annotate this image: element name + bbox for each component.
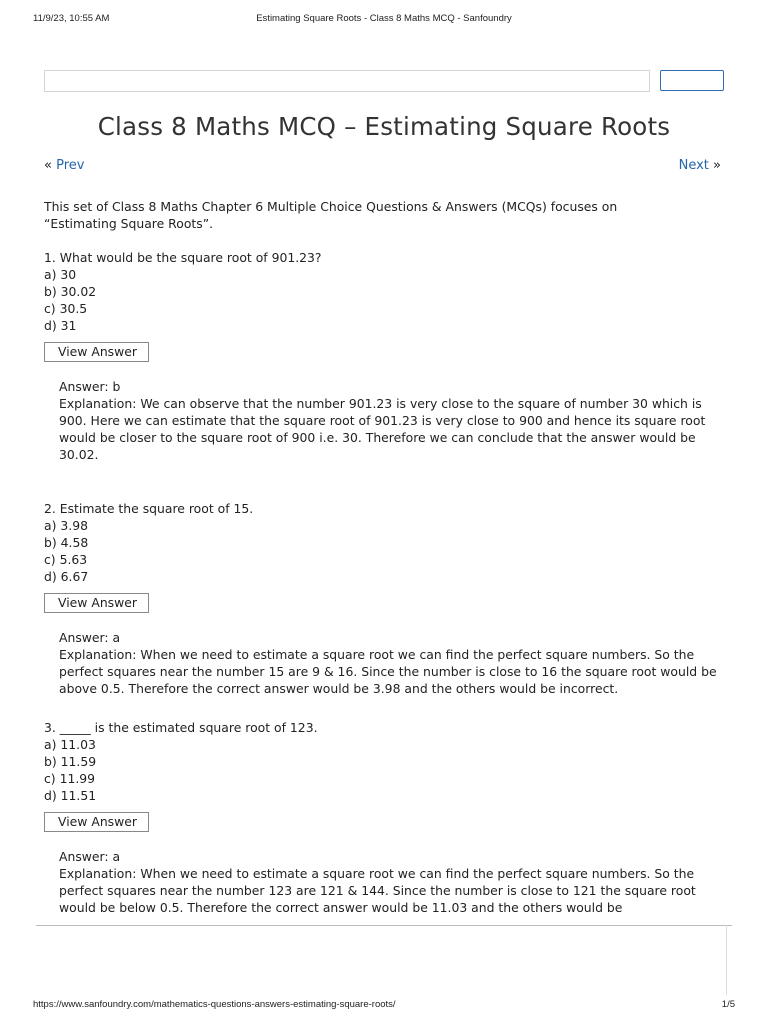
- options-list: [44, 266, 730, 334]
- print-datetime: 11/9/23, 10:55 AM: [33, 13, 110, 24]
- option-a: a) 11.03: [44, 737, 96, 752]
- answer-block: [59, 378, 719, 463]
- next-link[interactable]: [679, 158, 721, 173]
- page-cutoff-overlay: [0, 922, 768, 1002]
- next-label: Next: [678, 158, 709, 173]
- divider: [36, 925, 732, 926]
- print-url: https://www.sanfoundry.com/mathematics-questions-answers-estimating-square-roots/: [33, 999, 396, 1010]
- question-text: 2. Estimate the square root of 15.: [44, 501, 254, 516]
- article-content: [44, 198, 730, 916]
- answer-block: [59, 848, 719, 916]
- option-d: d) 31: [44, 318, 77, 333]
- prev-label: Prev: [56, 158, 85, 173]
- divider: [726, 925, 727, 995]
- intro-line: “Estimating Square Roots”.: [44, 216, 214, 231]
- explanation-text: Explanation: When we need to estimate a square root we can find the perfect square numbers. So the perfect squares near the number 15 are 9 & 16. Since the number is close to 16 the square root would be above 0.5. Therefore the correct answer would be 3.98 and the others would be incorrect.: [59, 647, 717, 696]
- page-title: Class 8 Maths MCQ – Estimating Square Roots: [97, 112, 671, 141]
- question-text: 3. _____ is the estimated square root of 123.: [44, 720, 318, 735]
- print-footer: [0, 999, 768, 1013]
- question-block: [44, 719, 730, 916]
- answer-text: Answer: a: [59, 849, 121, 864]
- options-list: [44, 517, 730, 585]
- option-a: a) 3.98: [44, 518, 88, 533]
- option-c: c) 30.5: [44, 301, 88, 316]
- search-input[interactable]: [44, 70, 650, 92]
- intro-line: This set of Class 8 Maths Chapter 6 Multiple Choice Questions & Answers (MCQs) focuses on: [44, 199, 618, 214]
- option-c: c) 11.99: [44, 771, 96, 786]
- answer-text: Answer: b: [59, 379, 121, 394]
- answer-text: Answer: a: [59, 630, 121, 645]
- option-a: a) 30: [44, 267, 77, 282]
- answer-block: [59, 629, 719, 697]
- explanation-text: Explanation: We can observe that the number 901.23 is very close to the square of number 30 which is 900. Here we can estimate that the square root of 901.23 is very close to 900 and hence its square root would be closer to the square root of 900 i.e. 30. Therefore we can conclude that the answer would be 30.02.: [59, 396, 706, 462]
- prev-arrow-icon: «: [44, 158, 52, 173]
- print-doc-title: Estimating Square Roots - Class 8 Maths MCQ - Sanfoundry: [256, 13, 512, 24]
- option-b: b) 30.02: [44, 284, 97, 299]
- question-text: 1. What would be the square root of 901.23?: [44, 250, 322, 265]
- prev-link[interactable]: [44, 158, 84, 173]
- view-answer-button[interactable]: View Answer: [44, 593, 149, 613]
- options-list: [44, 736, 730, 804]
- print-header: [0, 13, 768, 27]
- option-c: c) 5.63: [44, 552, 88, 567]
- view-answer-button[interactable]: View Answer: [44, 342, 149, 362]
- view-answer-button[interactable]: View Answer: [44, 812, 149, 832]
- page-number: 1/5: [721, 999, 735, 1010]
- question-block: [44, 249, 730, 463]
- intro-paragraph: [44, 198, 730, 232]
- option-d: d) 11.51: [44, 788, 97, 803]
- explanation-text: Explanation: When we need to estimate a square root we can find the perfect square numbers. So the perfect squares near the number 123 are 121 & 144. Since the number is close to 121 the square root would be below 0.5. Therefore the correct answer would be 11.03 and the others would be: [59, 866, 696, 915]
- search-button[interactable]: [660, 70, 724, 91]
- option-d: d) 6.67: [44, 569, 89, 584]
- option-b: b) 11.59: [44, 754, 97, 769]
- option-b: b) 4.58: [44, 535, 89, 550]
- question-block: [44, 500, 730, 697]
- next-arrow-icon: »: [713, 158, 721, 173]
